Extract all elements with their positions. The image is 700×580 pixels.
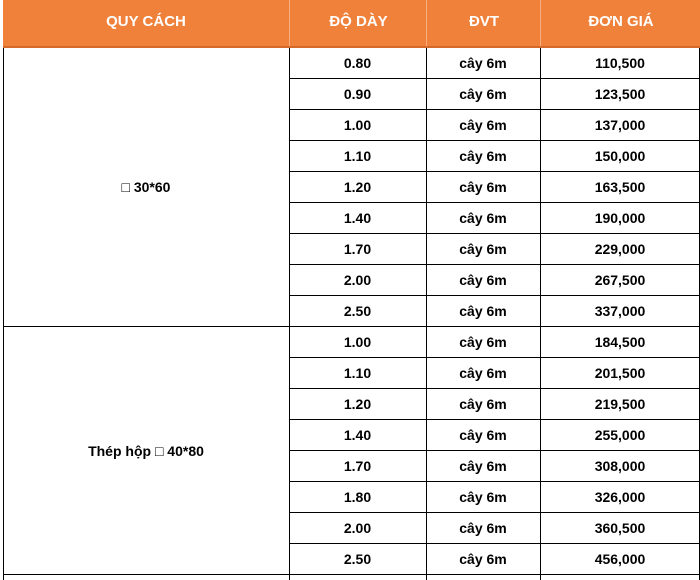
cell-unit: cây 6m (459, 86, 507, 102)
cell-unit: cây 6m (459, 179, 507, 195)
cell-price: 337,000 (594, 303, 646, 319)
cell-unit: cây 6m (459, 148, 507, 164)
cell-thickness: 1.20 (343, 396, 372, 412)
cell-thickness: 1.10 (343, 148, 372, 164)
cell-price: 190,000 (594, 210, 646, 226)
column-divider (426, 48, 427, 580)
cell-thickness: 1.00 (343, 117, 372, 133)
price-table (3, 0, 700, 580)
cell-thickness: 1.20 (343, 179, 372, 195)
cell-price: 150,000 (594, 148, 646, 164)
header-unit: ĐVT (426, 0, 541, 46)
cell-price: 219,500 (594, 396, 646, 412)
cell-thickness: 2.50 (343, 303, 372, 319)
cell-price: 326,000 (594, 489, 646, 505)
cell-unit: cây 6m (459, 55, 507, 71)
cell-thickness: 1.40 (343, 210, 372, 226)
cell-price: 308,000 (594, 458, 646, 474)
cell-price: 110,500 (595, 55, 645, 71)
group-spec-label: Thép hộp □ 40*80 (88, 443, 204, 459)
cell-thickness: 1.80 (343, 489, 372, 505)
cell-price: 267,500 (594, 272, 646, 288)
header-spec: QUY CÁCH (106, 13, 186, 30)
cell-unit: cây 6m (459, 272, 507, 288)
cell-unit: cây 6m (459, 489, 507, 505)
cell-unit: cây 6m (459, 427, 507, 443)
group-spec-label: □ 30*60 (121, 179, 171, 195)
column-divider (540, 48, 541, 580)
cell-unit: cây 6m (459, 117, 507, 133)
cell-unit: cây 6m (459, 241, 507, 257)
cell-unit: cây 6m (459, 396, 507, 412)
cell-price: 137,000 (594, 117, 646, 133)
cell-price: 201,500 (594, 365, 646, 381)
cell-unit: cây 6m (459, 365, 507, 381)
cell-price: 163,500 (594, 179, 646, 195)
cell-thickness: 1.40 (343, 427, 372, 443)
cell-thickness: 1.00 (343, 334, 372, 350)
table-header (3, 0, 700, 48)
cell-thickness: 1.10 (343, 365, 372, 381)
cell-price: 184,500 (594, 334, 646, 350)
cell-thickness: 2.00 (343, 272, 372, 288)
column-divider (3, 48, 4, 580)
header-thickness: ĐỘ DÀY (289, 0, 427, 46)
cell-thickness: 0.80 (343, 55, 372, 71)
column-divider (289, 48, 290, 580)
header-price: ĐƠN GIÁ (540, 0, 700, 46)
cell-thickness: 1.70 (343, 241, 372, 257)
cell-unit: cây 6m (459, 458, 507, 474)
cell-price: 229,000 (594, 241, 646, 257)
cell-unit: cây 6m (459, 520, 507, 536)
cell-unit: cây 6m (459, 210, 507, 226)
cell-price: 255,000 (594, 427, 646, 443)
cell-unit: cây 6m (459, 303, 507, 319)
cell-thickness: 1.70 (343, 458, 372, 474)
cell-thickness: 0.90 (343, 86, 372, 102)
cell-thickness: 2.00 (343, 520, 372, 536)
group-divider (3, 574, 700, 575)
cell-thickness: 2.50 (343, 551, 372, 567)
cell-unit: cây 6m (459, 334, 507, 350)
cell-price: 456,000 (594, 551, 646, 567)
cell-price: 123,500 (594, 86, 646, 102)
cell-unit: cây 6m (459, 551, 507, 567)
cell-price: 360,500 (594, 520, 646, 536)
